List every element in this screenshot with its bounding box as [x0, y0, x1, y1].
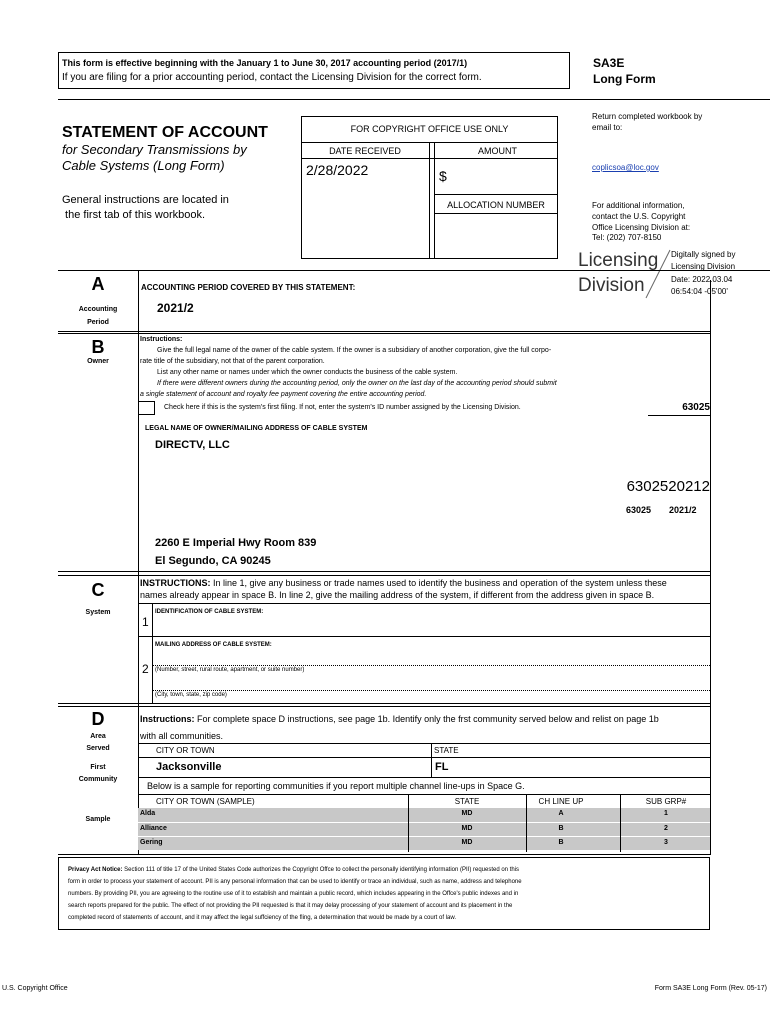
additional-info-text: For additional information, contact the U.S. Copyright Office Licensing Division at:: [592, 201, 691, 232]
owner-big-id: 6302520212: [626, 478, 710, 495]
sample-row-state: MD: [461, 839, 473, 846]
return-email-link[interactable]: coplicsoa@loc.gov: [592, 163, 659, 172]
space-c-bottom: [58, 703, 710, 704]
space-c-label: System: [85, 609, 111, 616]
space-d-inst-1: For complete space D instructions, see page 1b. Identify only the frst community served below and relist on page 1b: [194, 714, 659, 724]
first-community-city[interactable]: Jacksonville: [156, 761, 222, 773]
space-d-instructions-heading: Instructions:: [140, 714, 195, 724]
amount-symbol[interactable]: $: [439, 168, 447, 184]
space-b-inst-2: rate title of the subsidiary, not that of the parent corporation.: [140, 358, 325, 365]
header-divider: [58, 99, 770, 100]
first-filing-checkbox[interactable]: [138, 401, 155, 415]
owner-name[interactable]: DIRECTV, LLC: [155, 439, 230, 451]
sample-row-state: MD: [461, 825, 473, 832]
space-d-letter: D: [91, 709, 105, 729]
page-title: STATEMENT OF ACCOUNT: [62, 124, 268, 141]
owner-address-2[interactable]: El Segundo, CA 90245: [155, 555, 271, 567]
accounting-period-value[interactable]: 2021/2: [157, 301, 194, 315]
sample-row-lineup: B: [558, 825, 564, 832]
sample-row-city: Alliance: [140, 825, 167, 832]
privacy-line-3: numbers. By providing PII, you are agreeing to the routine use of it to establish and maintain a public record, which includes appearing in the Offce's public indexes and in: [68, 891, 519, 897]
sample-header-lineup: CH LINE UP: [538, 797, 584, 806]
space-d-rule-1: [138, 743, 710, 744]
cable-system-id-label: IDENTIFICATION OF CABLE SYSTEM:: [155, 609, 264, 615]
space-b-instructions-heading: Instructions:: [140, 336, 183, 343]
frame-right: [710, 280, 711, 855]
city-or-town-label: CITY OR TOWN: [156, 746, 215, 755]
table-row: [138, 808, 710, 822]
sample-row-state: MD: [461, 810, 473, 817]
allocation-number-label: ALLOCATION NUMBER: [447, 200, 545, 210]
privacy-line-1: [68, 867, 519, 873]
space-d-instructions: [140, 714, 659, 724]
sample-header-grp: SUB GRP#: [645, 797, 687, 806]
space-c-bottom-2: [58, 706, 710, 707]
privacy-line-2: form in order to process your statement of account. PII is any personal information that can be used to identify or trace an individual, such as name, address and telephone: [68, 879, 522, 885]
owner-id-small: 63025: [626, 505, 652, 515]
space-b-inst-3: List any other name or names under which the owner conducts the business of the cable system.: [157, 369, 458, 376]
space-a-label-2: Period: [87, 319, 109, 326]
date-received-value[interactable]: 2/28/2022: [306, 162, 369, 178]
signed-date: Date: 2022.03.04: [671, 275, 733, 284]
signature-licensing: Licensing: [578, 250, 659, 271]
state-label: STATE: [434, 746, 459, 755]
street-hint: (Number, street, rural route, apartment, or suite number): [155, 667, 305, 673]
office-use-rule-4: [434, 213, 558, 214]
cable-mailing-label: MAILING ADDRESS OF CABLE SYSTEM:: [155, 642, 272, 648]
space-d-rule-4: [138, 794, 710, 795]
space-c-instructions: [140, 578, 667, 588]
office-use-divider-a: [429, 142, 430, 259]
legal-name-label: LEGAL NAME OF OWNER/MAILING ADDRESS OF CABLE SYSTEM: [145, 425, 368, 432]
sample-col-2: [526, 794, 527, 852]
office-use-header: FOR COPYRIGHT OFFICE USE ONLY: [350, 124, 509, 134]
accounting-period-heading: ACCOUNTING PERIOD COVERED BY THIS STATEMENT:: [141, 283, 356, 292]
table-row: [138, 822, 710, 836]
space-a-label-1: Accounting: [78, 306, 118, 313]
sample-row-lineup: A: [558, 810, 564, 817]
title-subtitle-1: for Secondary Transmissions by: [62, 142, 247, 157]
sample-row-city: Gering: [140, 839, 163, 846]
title-subtitle-2: Cable Systems (Long Form): [62, 158, 225, 173]
space-a-bottom: [58, 331, 710, 332]
space-b-label: Owner: [87, 358, 109, 365]
signed-time: 06:54:04 -05'00': [671, 287, 728, 296]
space-c-line1-num: 1: [142, 615, 149, 629]
space-b-letter: B: [91, 337, 105, 357]
space-c-line2-num: 2: [142, 662, 149, 676]
date-received-label: DATE RECEIVED: [329, 146, 401, 156]
space-c-inst-1: In line 1, give any business or trade names used to identify the business and operation of the system unless these: [210, 578, 667, 588]
first-community-state[interactable]: FL: [435, 761, 449, 773]
space-c-inst-2: names already appear in space B. In line 2, give the mailing address of the system, if different from the address given in space B.: [140, 590, 655, 600]
sample-col-3: [620, 794, 621, 852]
prior-period-line: If you are filing for a prior accounting period, contact the Licensing Division for the correct form.: [62, 72, 482, 83]
space-d-label-area: Area: [90, 733, 106, 740]
licensing-tel: Tel: (202) 707-8150: [592, 233, 662, 242]
sample-row-grp: 2: [664, 825, 668, 832]
space-d-rule-3: [138, 777, 710, 778]
space-c-letter: C: [91, 580, 105, 600]
return-text: Return completed workbook by email to:: [592, 112, 703, 132]
space-c-dotted-1: [152, 665, 710, 666]
form-type: Long Form: [593, 72, 656, 86]
space-c-dotted-2: [152, 690, 710, 691]
space-a-letter: A: [91, 274, 105, 294]
amount-label: AMOUNT: [478, 146, 517, 156]
privacy-line-4: search reports prepared for the public. The effect of not providing the PII requested is that it may delay processing of your statement of account and its placement in the: [68, 903, 513, 909]
sample-row-city: Alda: [140, 810, 156, 817]
space-b-bottom: [58, 571, 710, 572]
first-filing-text: Check here if this is the system's first filing. If not, enter the system's ID number assigned by the Licensing Division.: [164, 404, 521, 411]
city-hint: (City, town, state, zip code): [155, 692, 227, 698]
space-d-inst-2: with all communities.: [140, 731, 224, 741]
system-id-underline: [648, 415, 710, 416]
space-d-label-community: Community: [78, 776, 118, 783]
effective-line: This form is effective beginning with the January 1 to June 30, 2017 accounting period (2017/1): [62, 58, 468, 68]
privacy-text-1: Section 111 of title 17 of the United States Code authorizes the Copyright Offce to collect the personally identifying information (PII) requested on this: [122, 867, 520, 873]
frame-left-col: [138, 270, 139, 855]
sample-note: Below is a sample for reporting communities if you report multiple channel line-ups in Space G.: [147, 781, 525, 791]
space-d-rule-2: [138, 757, 710, 758]
sample-header-city: CITY OR TOWN (SAMPLE): [156, 797, 255, 806]
sample-row-grp: 3: [664, 839, 668, 846]
owner-period-small: 2021/2: [669, 505, 697, 515]
sample-col-1: [408, 794, 409, 852]
table-row: [138, 836, 710, 850]
space-c-rule-2: [138, 636, 710, 637]
general-instructions-2: the first tab of this workbook.: [62, 209, 206, 221]
space-d-state-col: [431, 743, 432, 777]
space-b-inst-1: Give the full legal name of the owner of the cable system. If the owner is a subsidiary of another corporation, give the full corpo-: [157, 347, 552, 354]
space-d-label-served: Served: [86, 745, 110, 752]
footer-left: U.S. Copyright Office: [2, 985, 68, 992]
sample-row-lineup: B: [558, 839, 564, 846]
space-c-rule-1: [138, 603, 710, 604]
space-b-inst-4: If there were different owners during the accounting period, only the owner on the last day of the accounting period should submit: [157, 380, 557, 387]
general-instructions-1: General instructions are located in: [62, 194, 229, 206]
signed-by-1: Digitally signed by: [671, 250, 736, 259]
owner-address-1[interactable]: 2260 E Imperial Hwy Room 839: [155, 537, 317, 549]
privacy-line-5: completed record of statements of account, and it may affect the legal suffciency of the fling, a determination that would be made by a court of law.: [68, 915, 456, 921]
space-d-label-first: First: [90, 764, 106, 771]
system-id-value[interactable]: 63025: [682, 402, 710, 413]
space-d-bottom: [58, 854, 710, 855]
space-d-label-sample: Sample: [85, 816, 111, 823]
footer-right: Form SA3E Long Form (Rev. 05-17): [654, 985, 767, 992]
office-use-rule-3: [434, 194, 558, 195]
space-a-bottom-2: [58, 333, 710, 334]
signature-division: Division: [578, 275, 645, 296]
signed-by-2: Licensing Division: [671, 262, 736, 271]
space-c-num-col: [152, 603, 153, 703]
frame-top: [58, 270, 770, 271]
space-b-inst-5: a single statement of account and royalty fee payment covering the entire accounting period.: [140, 391, 427, 398]
space-c-instructions-heading: INSTRUCTIONS:: [140, 578, 211, 588]
form-code: SA3E: [593, 56, 625, 70]
space-b-bottom-2: [58, 575, 710, 576]
sample-row-grp: 1: [664, 810, 668, 817]
privacy-heading: Privacy Act Notice:: [68, 867, 123, 873]
sample-header-state: STATE: [454, 797, 480, 806]
